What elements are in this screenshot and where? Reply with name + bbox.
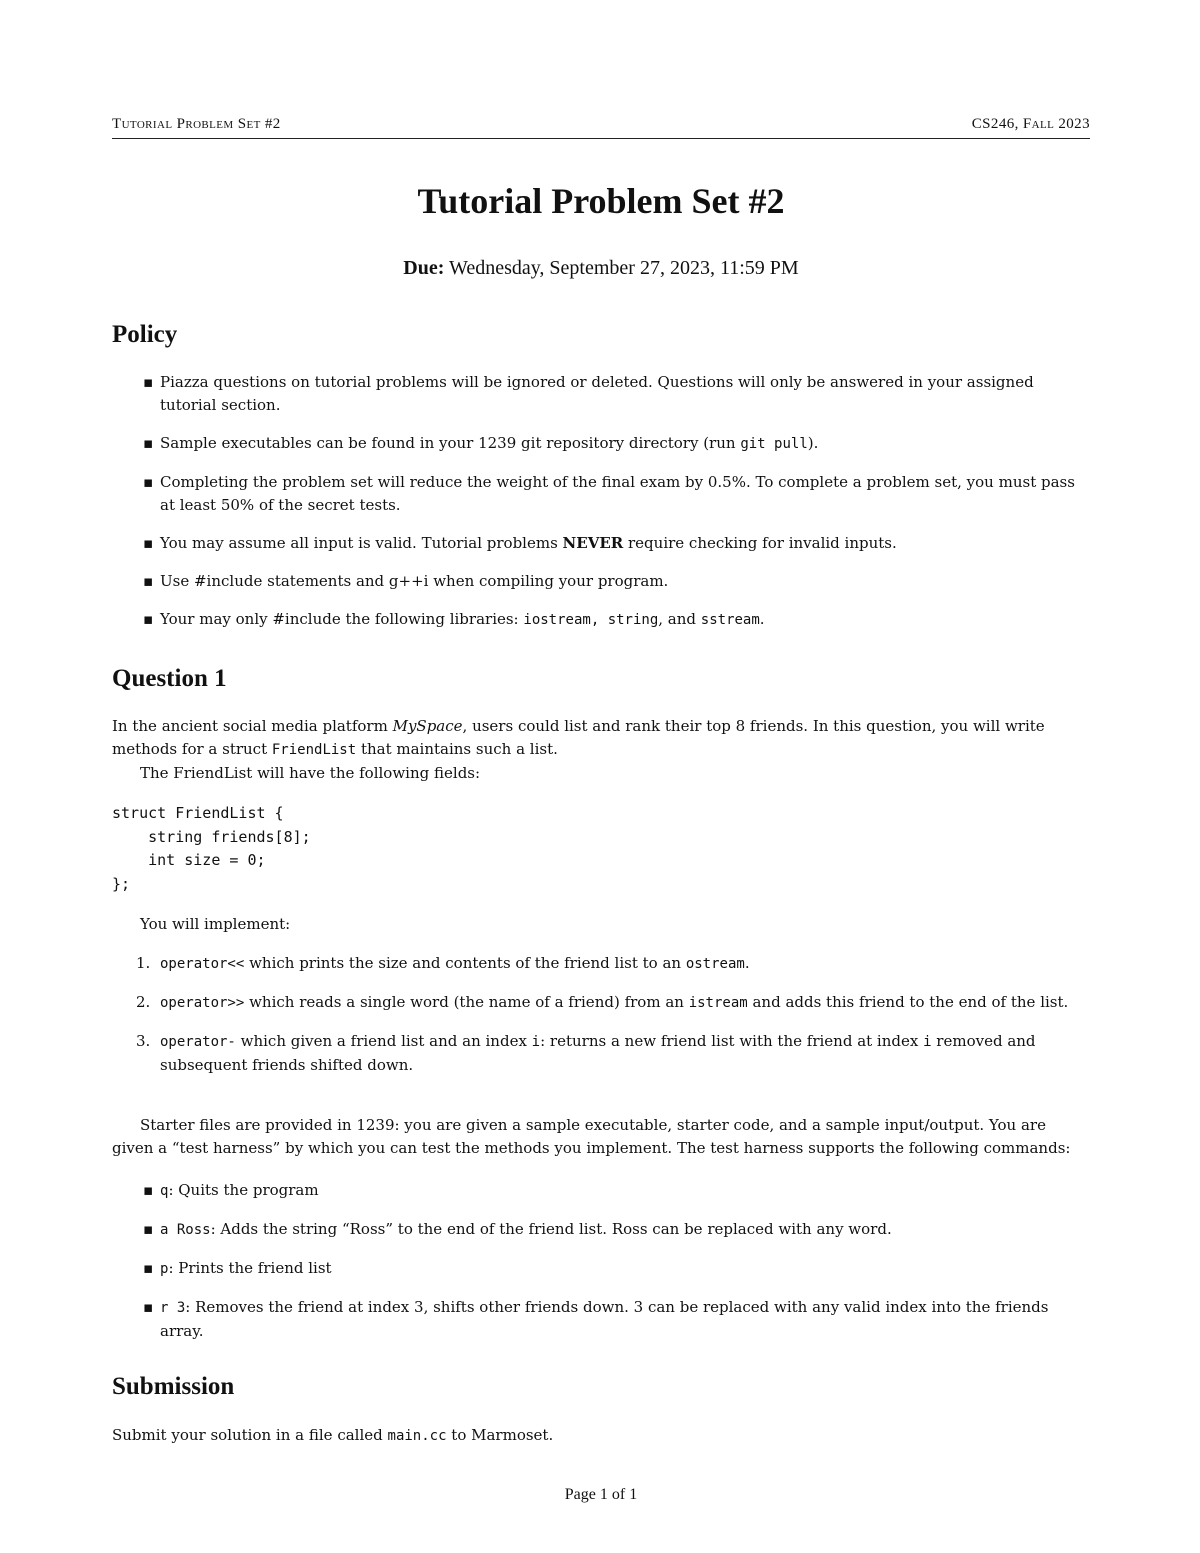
policy-item xyxy=(112,570,1090,593)
due-date xyxy=(112,257,1090,280)
policy-item-text: . xyxy=(759,610,765,628)
inline-space xyxy=(599,612,607,628)
policy-item-text: You may assume all input is valid. Tutorial problems xyxy=(160,534,563,552)
policy-item-text: Your may only #include the following libraries: xyxy=(160,610,524,628)
starter-paragraph: Starter files are provided in 1239: you are given a sample executable, starter code, and a sample input/output. You are given a “test harness” by which you can test the methods you implement. The test harness supports the following commands: xyxy=(112,1116,1071,1157)
command-text: : Removes the friend at index 3, shifts other friends down. 3 can be replaced with any valid index into the friends array. xyxy=(160,1298,1049,1340)
policy-item-text: Completing the problem set will reduce the weight of the final exam by 0.5%. To complete a problem set, you must pass at least 50% of the secret tests. xyxy=(160,473,1075,514)
task-number: 1. xyxy=(136,954,151,972)
bullet-icon: ▪ xyxy=(143,1220,154,1238)
implement-line: You will implement: xyxy=(140,915,291,933)
inline-code: operator- xyxy=(160,1034,236,1050)
policy-item xyxy=(112,608,1090,632)
question1-heading: Question 1 xyxy=(112,665,227,692)
bullet-icon: ▪ xyxy=(143,1298,154,1316)
inline-code: main.cc xyxy=(387,1428,447,1444)
document-page xyxy=(112,0,1090,1553)
task-number: 2. xyxy=(136,993,151,1011)
task-text: which prints the size and contents of the friend list to an xyxy=(244,954,686,972)
task-text: removed and subsequent friends shifted down. xyxy=(160,1032,1036,1074)
submission-line: Submit your solution in a file called xyxy=(112,1426,388,1444)
task-text: and adds this friend to the end of the list. xyxy=(747,993,1069,1011)
inline-code: q xyxy=(160,1183,169,1199)
policy-item-text: require checking for invalid inputs. xyxy=(623,534,897,552)
command-item xyxy=(112,1179,1090,1203)
command-text: : Quits the program xyxy=(168,1181,319,1199)
submission-text xyxy=(112,1424,1090,1448)
policy-item-text: Piazza questions on tutorial problems will be ignored or deleted. Questions will only be answered in your assigned tutorial section. xyxy=(160,373,1034,414)
task-item xyxy=(112,952,1090,976)
policy-list xyxy=(112,371,1090,647)
due-value: Wednesday, September 27, 2023, 11:59 PM xyxy=(444,257,799,279)
policy-item xyxy=(112,432,1090,456)
intro-text: that maintains such a list. xyxy=(356,740,558,758)
inline-code: sstream xyxy=(700,612,760,628)
task-list xyxy=(112,952,1090,1092)
inline-code: r 3 xyxy=(160,1300,186,1316)
command-list xyxy=(112,1179,1090,1358)
bullet-icon: ▪ xyxy=(143,1259,154,1277)
inline-code: iostream, xyxy=(523,612,600,628)
command-text: : Prints the friend list xyxy=(168,1259,332,1277)
inline-code: istream xyxy=(688,995,748,1011)
inline-code: string xyxy=(607,612,659,628)
emphasis-text: NEVER xyxy=(562,534,624,552)
command-item xyxy=(112,1218,1090,1242)
task-text: : returns a new friend list with the friend at index xyxy=(540,1032,924,1050)
bullet-icon: ▪ xyxy=(143,572,154,590)
inline-code: i xyxy=(923,1034,932,1050)
bullet-icon: ▪ xyxy=(143,1181,154,1199)
command-text: : Adds the string “Ross” to the end of the friend list. Ross can be replaced with any word. xyxy=(210,1220,892,1238)
inline-code: a Ross xyxy=(160,1222,211,1238)
fields-line: The FriendList will have the following fields: xyxy=(140,764,481,782)
bullet-icon: ▪ xyxy=(143,373,154,391)
bullet-icon: ▪ xyxy=(143,610,154,628)
inline-code: ostream xyxy=(685,956,745,972)
header-right: CS246, Fall 2023 xyxy=(971,116,1090,132)
bullet-icon: ▪ xyxy=(143,473,154,491)
policy-item xyxy=(112,471,1090,517)
policy-item-text: Sample executables can be found in your 1239 git repository directory (run xyxy=(160,434,741,452)
inline-code: operator<< xyxy=(160,956,245,972)
page-title: Tutorial Problem Set #2 xyxy=(417,181,785,221)
inline-code: operator>> xyxy=(160,995,245,1011)
intro-text: , users could list and rank their top 8 friends. In this question, you will write methods for a struct xyxy=(112,717,1045,758)
command-item xyxy=(112,1296,1090,1343)
submission-line: to Marmoset. xyxy=(446,1426,554,1444)
submission-heading: Submission xyxy=(112,1373,235,1400)
inline-code: FriendList xyxy=(271,742,357,758)
task-text: which reads a single word (the name of a friend) from an xyxy=(244,993,689,1011)
header-left: Tutorial Problem Set #2 xyxy=(112,116,281,132)
question1-intro xyxy=(112,715,1090,762)
bullet-icon: ▪ xyxy=(143,434,154,452)
inline-code: p xyxy=(160,1261,169,1277)
task-item xyxy=(112,1030,1090,1077)
page-footer: Page 1 of 1 xyxy=(564,1486,638,1503)
policy-item-text: Use #include statements and g++i when compiling your program. xyxy=(160,572,669,590)
policy-item xyxy=(112,371,1090,417)
policy-heading: Policy xyxy=(112,321,178,348)
due-label: Due: xyxy=(403,257,445,279)
policy-item-text: , and xyxy=(658,610,701,628)
command-item xyxy=(112,1257,1090,1281)
intro-text: In the ancient social media platform xyxy=(112,717,393,735)
policy-item-text: ). xyxy=(807,434,819,452)
emphasis-text: MySpace xyxy=(392,717,463,735)
task-number: 3. xyxy=(136,1032,151,1050)
code-block: struct FriendList { string friends[8]; int size = 0; }; xyxy=(112,804,311,893)
inline-code: i xyxy=(531,1034,541,1050)
bullet-icon: ▪ xyxy=(143,534,154,552)
policy-item xyxy=(112,532,1090,555)
inline-code: git pull xyxy=(740,436,808,452)
task-text: which given a friend list and an index xyxy=(235,1032,532,1050)
task-text: . xyxy=(744,954,750,972)
task-item xyxy=(112,991,1090,1015)
running-header xyxy=(112,116,1090,139)
